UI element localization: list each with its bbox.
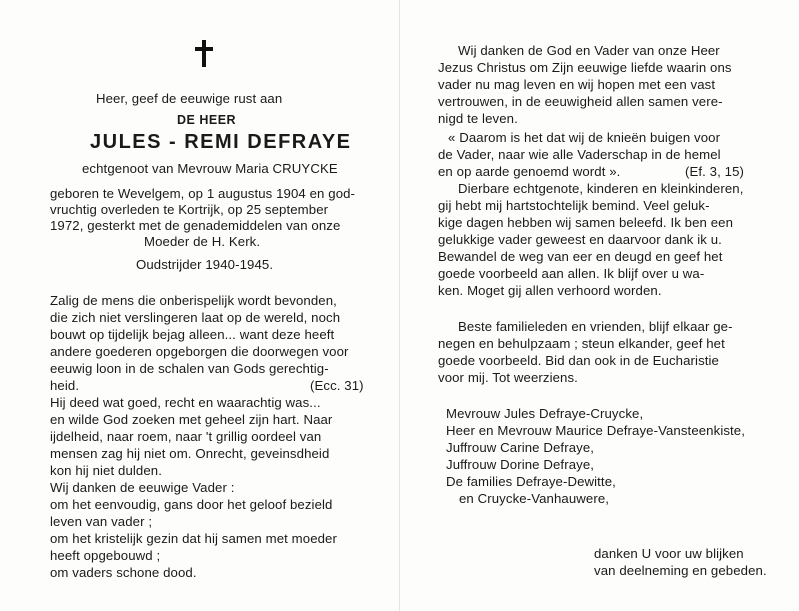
memorial-card: Heer, geef de eeuwige rust aan DE HEER JULES - REMI DEFRAYE echtgenoot van Mevrouw Maria CRUYCKE geboren te Wevelgem, op 1 augustus 1904 en god- vruchtig overleden te Kortrijk, op 25 september 1972, gesterkt met de genademiddelen van onze Moeder de H. Kerk. Oudstrijder 1940-1945. Zalig de mens die onberispelijk wordt bevonden, die zich niet verslingeren laat op de wereld, noch bouwt op tijdelijk bejag alleen... want deze heeft andere goederen opgeborgen die doorwegen voor eeuwig loon in de schalen van Gods gerechtig- heid. (Ecc. 31) Hij deed wat goed, recht en waarachtig was... en wilde God zoeken met geheel zijn hart. Naar ijdelheid, naar roem, naar 't grillig oordeel van mensen zag hij niet om. Onrecht, geveinsdheid kon hij niet dulden. Wij danken de eeuwige Vader : om het eenvoudig, gans door het geloof bezield leven van vader ; om het kristelijk gezin dat hij samen met moeder heeft opgebouwd ; om vaders schone dood. Wij danken de God en Vader van onze Heer Jezus Christus om Zijn eeuwige liefde waarin ons vader nu mag leven en wij hopen met een vast vertrouwen, in de eeuwigheid allen samen vere- nigd te leven. « Daarom is het dat wij de knieën buigen voor de Vader, naar wie alle Vaderschap in de hemel en op aarde genoemd wordt ». (Ef. 3, 15) Dierbare echtgenote, kinderen en kleinkinderen, gij hebt mij hartstochtelijk bemind. Veel geluk- kige dagen hebben wij samen beleefd. Ik ben een gelukkige vader geweest en daarvoor dank ik u. Bewandel de weg van eer en deugd en geef het goede voorbeeld aan allen. Ik blijf over u wa- ken. Moget gij allen verhoord worden. Beste familieleden en vrienden, blijf elkaar ge- negen en behulpzaam ; steun elkander, geef het goede voorbeeld. Bid dan ook in de Eucharistie voor mij. Tot weerziens. Mevrouw Jules Defraye-Cruycke, Heer en Mevrouw Maurice Defraye-Vansteenkiste, Juffrouw Carine Defraye, Juffrouw Dorine Defraye, De families Defraye-Dewitte, en Cruycke-Vanhauwere, danken U voor uw blijken van deelneming en gebeden.: [0, 0, 799, 611]
spouse-line: echtgenoot van Mevrouw Maria CRUYCKE: [82, 161, 338, 176]
cross-icon: [193, 40, 215, 70]
scripture-reference: (Ef. 3, 15): [685, 164, 745, 179]
deceased-name: JULES - REMI DEFRAYE: [90, 131, 352, 153]
title-de-heer: DE HEER: [177, 113, 237, 127]
card-fold: [399, 0, 400, 611]
quote-reference: (Ecc. 31): [310, 378, 364, 393]
veteran-line: Oudstrijder 1940-1945.: [136, 257, 274, 272]
rest-prayer-line: Heer, geef de eeuwige rust aan: [96, 91, 283, 106]
